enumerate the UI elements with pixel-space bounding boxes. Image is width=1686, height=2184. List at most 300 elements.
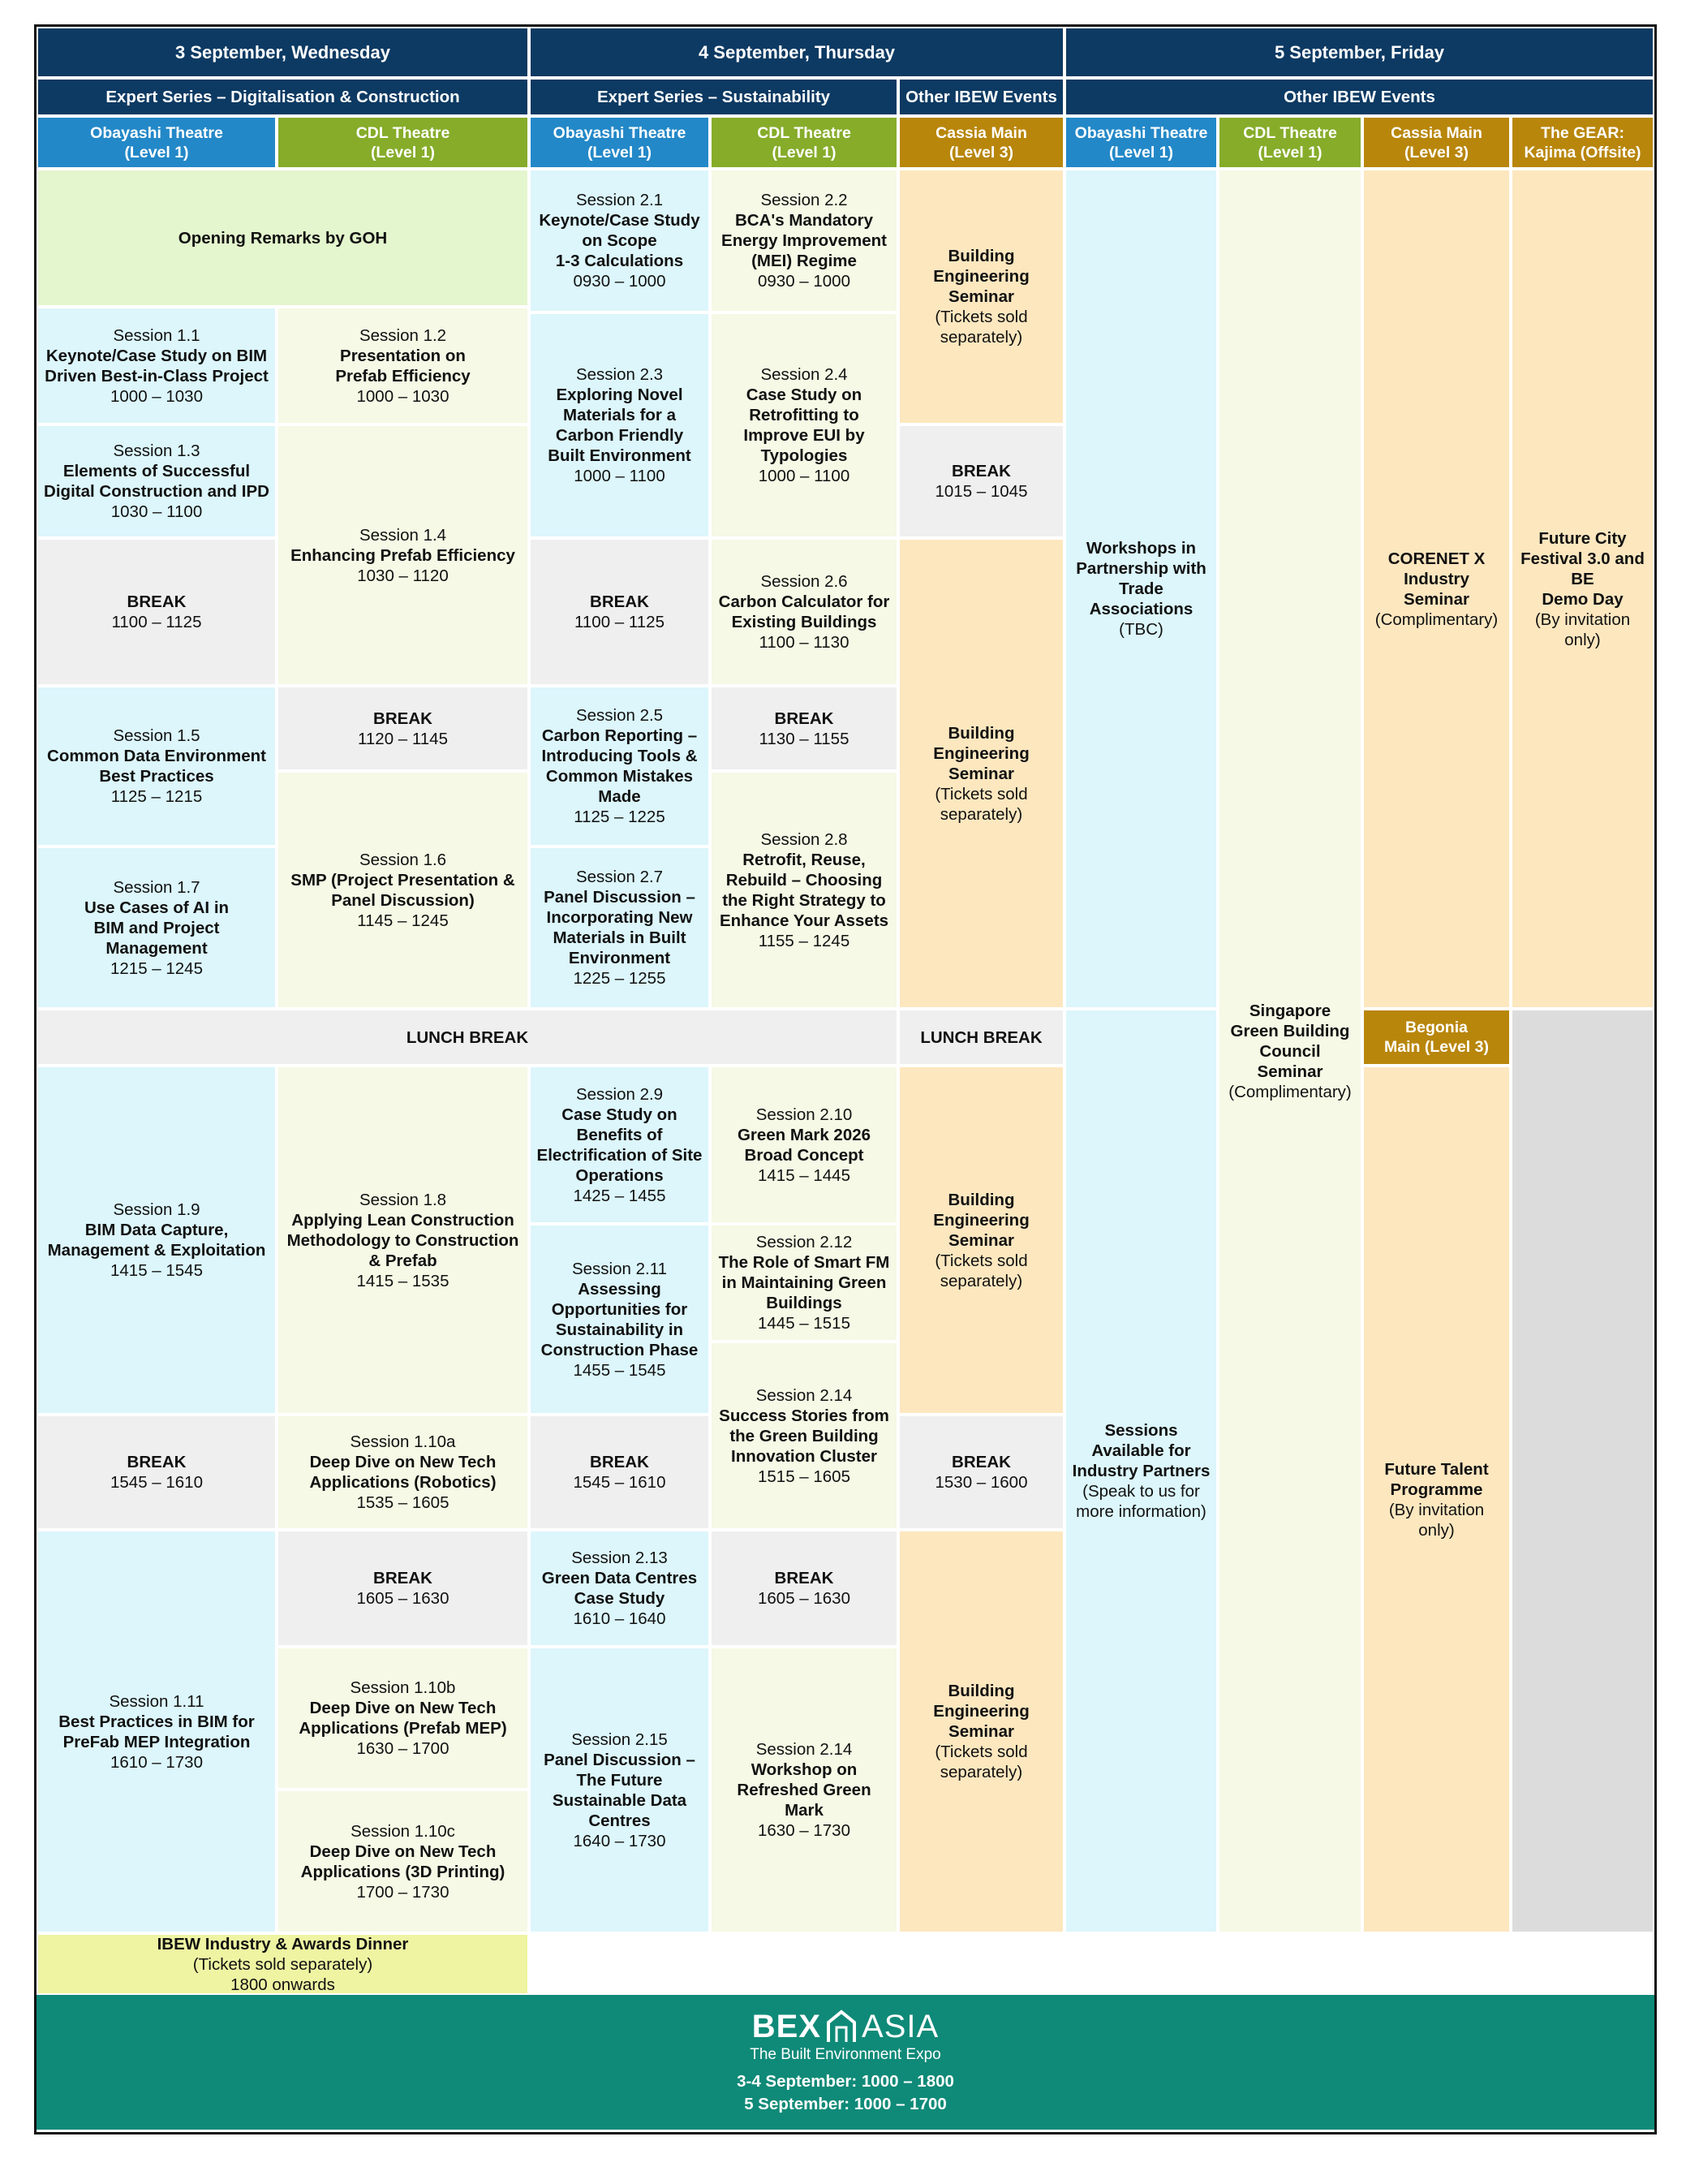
- session-title: Common Data Environment: [47, 747, 266, 765]
- venue-name: Obayashi Theatre: [553, 123, 686, 142]
- session-title: Best Practices: [99, 767, 214, 786]
- session-title: Sessions: [1104, 1421, 1178, 1440]
- venue-name: Begonia: [1405, 1019, 1468, 1036]
- session-time: 1610 – 1730: [110, 1752, 203, 1772]
- session-time: 1000 – 1100: [574, 467, 665, 485]
- session-number: Session 1.11: [109, 1691, 204, 1711]
- series-header-other-fri: [1066, 80, 1653, 114]
- schedule-table: [34, 24, 1657, 2134]
- session-title: Case Study on: [561, 1105, 677, 1124]
- session-title: Deep Dive on New Tech: [309, 1699, 497, 1717]
- venue-name: CDL Theatre: [757, 123, 851, 142]
- session-title: Panel Discussion): [331, 890, 475, 910]
- session-title: Environment: [568, 949, 671, 967]
- session-title: Opening Remarks by GOH: [178, 228, 388, 248]
- session-time: 1225 – 1255: [573, 969, 666, 988]
- session-2-15: [531, 1648, 708, 1932]
- session-number: Session 1.4: [359, 525, 447, 545]
- day-header-5-sep: [1066, 28, 1653, 76]
- session-2-3: [531, 314, 708, 536]
- session-time: 1000 – 1030: [110, 386, 203, 406]
- building-engineering-seminar-1: [900, 170, 1063, 423]
- venue-cdl-thu: [712, 118, 897, 167]
- session-time: 1030 – 1120: [357, 566, 449, 585]
- session-number: Session 2.9: [575, 1084, 664, 1104]
- venue-level: (Level 1): [587, 143, 652, 162]
- break-1605: [278, 1531, 527, 1645]
- venue-level: (Level 1): [370, 143, 436, 162]
- session-note: (Tickets sold: [935, 1251, 1028, 1270]
- session-title: the Green Building: [729, 1426, 879, 1445]
- session-time: 1630 – 1700: [356, 1739, 449, 1758]
- series-header-other-thu: [900, 80, 1063, 114]
- empty-cell: [1512, 1010, 1653, 1932]
- venue-name: Cassia Main: [1391, 123, 1482, 142]
- session-title: Existing Buildings: [731, 613, 877, 631]
- session-2-14-success: [712, 1343, 897, 1528]
- session-number: Session 2.12: [755, 1233, 853, 1251]
- session-title: Partnership with: [1076, 559, 1206, 578]
- session-title: Engineering: [933, 267, 1030, 286]
- session-note: separately): [940, 1271, 1023, 1290]
- session-title: Use Cases of AI in: [84, 898, 230, 917]
- session-title: Innovation Cluster: [731, 1446, 877, 1466]
- session-title: Seminar: [948, 1230, 1014, 1250]
- break-1100-thu: [531, 540, 708, 684]
- session-1-11: [38, 1531, 275, 1932]
- series-header-other-fri-label: Other IBEW Events: [1284, 88, 1435, 106]
- bex-asia-logo: [752, 2009, 939, 2044]
- session-time: 1535 – 1605: [356, 1493, 449, 1512]
- footer-banner: [37, 1995, 1654, 2130]
- session-1-1: [38, 308, 275, 423]
- session-time: 1015 – 1045: [935, 482, 1028, 501]
- session-time: 1125 – 1215: [110, 787, 203, 806]
- venue-level: (Level 1): [1258, 143, 1323, 162]
- session-time: 1415 – 1545: [110, 1261, 203, 1280]
- day-header-4-sep-label: 4 September, Thursday: [698, 42, 896, 62]
- session-1-3: [38, 426, 275, 536]
- session-title: Demo Day: [1542, 589, 1624, 609]
- session-note: (TBC): [1119, 620, 1163, 639]
- series-header-sustainability-label: Expert Series – Sustainability: [596, 88, 831, 106]
- session-title: Retrofitting to: [749, 406, 859, 424]
- session-title: Sustainable Data: [552, 1790, 687, 1810]
- logo-asia: ASIA: [862, 2009, 940, 2044]
- session-note: separately): [940, 1763, 1023, 1781]
- session-number: Session 2.6: [760, 572, 848, 591]
- session-title: BREAK: [774, 709, 834, 728]
- hours-5-sep: 5 September: 1000 – 1700: [744, 2095, 947, 2113]
- session-title: Prefab Efficiency: [335, 366, 471, 386]
- session-title: Introducing Tools &: [541, 747, 698, 765]
- session-time: 1700 – 1730: [356, 1882, 449, 1902]
- session-number: Session 1.6: [359, 850, 447, 869]
- session-time: 1100 – 1130: [759, 633, 849, 652]
- session-title: Festival 3.0 and: [1520, 549, 1645, 568]
- session-title: Centres: [588, 1811, 651, 1830]
- session-title: Materials for a: [563, 406, 676, 424]
- session-title: Seminar: [948, 287, 1014, 306]
- session-time: 1800 onwards: [230, 1975, 335, 1994]
- session-number: Session 2.10: [755, 1105, 853, 1124]
- session-time: 1000 – 1100: [758, 467, 850, 485]
- session-title: Green Mark 2026: [737, 1125, 871, 1144]
- session-1-5: [38, 687, 275, 845]
- session-title: Buildings: [766, 1294, 842, 1312]
- session-title: Associations: [1089, 600, 1194, 618]
- session-title: Best Practices in BIM for: [58, 1712, 255, 1731]
- session-title: BE: [1571, 569, 1594, 588]
- session-title: Enhancing Prefab Efficiency: [290, 545, 515, 565]
- future-talent-programme: [1364, 1067, 1509, 1932]
- corenet-x-seminar: [1364, 170, 1509, 1007]
- session-time: 1100 – 1125: [574, 613, 665, 631]
- session-title: Case Study: [574, 1589, 665, 1608]
- session-number: Session 2.7: [575, 868, 664, 886]
- session-title: Built Environment: [548, 446, 691, 465]
- session-2-6: [712, 540, 897, 684]
- session-time: 1130 – 1155: [759, 729, 849, 748]
- session-note: more information): [1076, 1502, 1206, 1521]
- venue-name: The GEAR:: [1541, 123, 1624, 142]
- session-time: 1100 – 1125: [111, 613, 202, 631]
- session-title: Mark: [785, 1801, 824, 1820]
- session-time: 1545 – 1610: [573, 1473, 666, 1492]
- session-title: Seminar: [1257, 1062, 1323, 1081]
- venue-name: Cassia Main: [935, 123, 1027, 142]
- session-title: Deep Dive on New Tech: [309, 1842, 497, 1861]
- session-title: PreFab MEP Integration: [62, 1732, 251, 1751]
- session-time: 1640 – 1730: [573, 1831, 666, 1850]
- venue-cdl-fri: [1219, 118, 1361, 167]
- session-note: (Tickets sold separately): [192, 1954, 373, 1974]
- session-title: Improve EUI by: [743, 426, 865, 445]
- session-2-7: [531, 848, 708, 1007]
- session-2-13: [531, 1531, 708, 1645]
- session-title: the Right Strategy to: [722, 890, 886, 910]
- session-time: 1610 – 1640: [573, 1609, 666, 1628]
- session-number: Session 2.8: [760, 829, 848, 849]
- session-title: Construction Phase: [540, 1340, 699, 1359]
- workshops-trade-associations: [1066, 170, 1216, 1007]
- session-number: Session 1.9: [113, 1200, 200, 1219]
- session-title: The Future: [576, 1770, 663, 1790]
- session-title: on Scope: [582, 231, 657, 250]
- session-title: BREAK: [952, 1453, 1011, 1471]
- session-2-2: [712, 170, 897, 311]
- session-title: Seminar: [948, 764, 1014, 783]
- session-number: Session 1.10c: [351, 1821, 455, 1841]
- session-title: Broad Concept: [744, 1145, 864, 1165]
- session-time: 1425 – 1455: [573, 1186, 666, 1205]
- session-title: Carbon Calculator for: [718, 592, 890, 611]
- session-title: Deep Dive on New Tech: [309, 1453, 497, 1471]
- break-1605-thu: [712, 1531, 897, 1645]
- day-header-5-sep-label: 5 September, Friday: [1274, 42, 1445, 62]
- session-2-12: [712, 1226, 897, 1340]
- session-title: Typologies: [760, 446, 848, 465]
- session-time: 1125 – 1225: [574, 808, 665, 826]
- session-number: Session 2.4: [760, 365, 848, 384]
- series-header-sustainability: [531, 80, 897, 114]
- building-engineering-seminar-2: [900, 540, 1063, 1007]
- session-number: Session 1.3: [113, 442, 200, 460]
- session-title: Building: [948, 1190, 1015, 1209]
- session-2-1: [531, 170, 708, 311]
- session-1-9: [38, 1067, 275, 1413]
- venue-begonia: [1364, 1010, 1509, 1064]
- venue-level: Kajima (Offsite): [1524, 143, 1641, 162]
- session-time: 1545 – 1610: [110, 1473, 203, 1492]
- break-1120: [278, 687, 527, 769]
- session-2-9: [531, 1067, 708, 1222]
- session-title: Presentation on: [340, 346, 466, 365]
- session-title: in Maintaining Green: [721, 1273, 887, 1292]
- sgbc-seminar: [1219, 170, 1361, 1932]
- session-title: Green Data Centres: [541, 1569, 698, 1587]
- session-note: (Tickets sold: [935, 784, 1028, 803]
- logo-bex: BEX: [751, 2009, 822, 2044]
- session-title: Energy Improvement: [721, 231, 887, 250]
- session-title: Building: [948, 247, 1015, 265]
- venue-cdl-wed: [278, 118, 527, 167]
- venue-level: (Level 1): [1108, 143, 1174, 162]
- session-2-4: [712, 314, 897, 536]
- break-1100: [38, 540, 275, 684]
- session-time: 1455 – 1545: [573, 1360, 666, 1380]
- session-number: Session 2.14: [755, 1385, 853, 1405]
- day-header-3-sep: [38, 28, 527, 76]
- session-title: Methodology to Construction: [286, 1230, 519, 1250]
- session-number: Session 1.10a: [350, 1432, 456, 1451]
- session-title: Keynote/Case Study: [539, 211, 700, 230]
- awards-dinner: [38, 1935, 527, 1993]
- session-title: CORENET X: [1387, 549, 1486, 568]
- session-time: 1530 – 1600: [935, 1473, 1028, 1492]
- venue-gear-fri: [1512, 118, 1653, 167]
- session-number: Session 2.11: [571, 1259, 667, 1278]
- series-header-digitalisation-label: Expert Series – Digitalisation & Construction: [105, 88, 460, 106]
- session-title: Industry Seminar: [1404, 569, 1469, 609]
- session-title: Exploring Novel: [556, 386, 683, 404]
- session-title: Applications (3D Printing): [300, 1862, 505, 1881]
- venue-level: (Level 1): [772, 143, 837, 162]
- venue-level: (Level 3): [1404, 143, 1469, 162]
- venue-name: Obayashi Theatre: [90, 123, 223, 142]
- venue-level: (Level 3): [948, 143, 1014, 162]
- industry-partner-sessions: [1066, 1010, 1216, 1932]
- session-number: Session 1.10b: [350, 1678, 456, 1697]
- hours-3-4-sep: 3-4 September: 1000 – 1800: [737, 2072, 954, 2091]
- session-title: Singapore: [1249, 1001, 1331, 1020]
- session-title: BREAK: [590, 1453, 649, 1471]
- session-number: Session 1.8: [359, 1190, 447, 1209]
- session-title: Workshops in: [1086, 539, 1197, 558]
- session-title: BREAK: [373, 709, 432, 728]
- session-time: 1145 – 1245: [357, 911, 449, 930]
- session-title: Engineering: [933, 1702, 1030, 1721]
- session-title: Seminar: [948, 1722, 1014, 1741]
- session-2-11: [531, 1226, 708, 1413]
- session-title: Panel Discussion –: [544, 1750, 695, 1769]
- break-1530: [900, 1416, 1063, 1528]
- session-title: Management: [105, 938, 208, 958]
- session-title: Enhance Your Assets: [719, 911, 889, 930]
- session-title: Building: [948, 723, 1015, 743]
- session-title: Workshop on: [751, 1760, 858, 1779]
- session-title: Building: [948, 1682, 1015, 1700]
- session-title: Electrification of Site: [536, 1145, 703, 1165]
- session-time: 1515 – 1605: [757, 1467, 850, 1486]
- venue-name: CDL Theatre: [355, 123, 450, 142]
- future-city-festival: [1512, 170, 1653, 1007]
- session-title: Case Study on: [746, 386, 862, 404]
- day-header-4-sep: [531, 28, 1063, 76]
- session-time: 1445 – 1515: [757, 1314, 850, 1333]
- session-title: Applications (Robotics): [309, 1473, 497, 1492]
- session-title: 1-3 Calculations: [555, 252, 684, 270]
- lunch-break-cassia: [900, 1010, 1063, 1064]
- session-time: 0930 – 1000: [757, 272, 850, 291]
- session-title: (MEI) Regime: [751, 252, 857, 270]
- session-number: Session 1.2: [359, 325, 447, 345]
- session-title: LUNCH BREAK: [920, 1027, 1043, 1047]
- session-note: (Speak to us for: [1082, 1482, 1200, 1501]
- session-title: Incorporating New: [546, 908, 693, 927]
- house-icon: [826, 2010, 857, 2044]
- session-time: 1605 – 1630: [757, 1589, 850, 1608]
- session-title: Trade: [1119, 579, 1163, 598]
- session-title: Sustainability in: [555, 1320, 684, 1339]
- session-note: (By invitation only): [1388, 1500, 1485, 1540]
- session-title: Retrofit, Reuse,: [742, 850, 866, 869]
- session-2-14-workshop: [712, 1648, 897, 1932]
- session-time: 1155 – 1245: [758, 931, 850, 950]
- session-title: BIM and Project: [93, 918, 220, 937]
- session-note: (Complimentary): [1228, 1082, 1352, 1101]
- session-title: BREAK: [127, 592, 187, 611]
- session-number: Session 2.2: [760, 191, 848, 209]
- session-time: 1215 – 1245: [110, 958, 203, 978]
- session-title: Carbon Friendly: [555, 426, 684, 445]
- session-title: Rebuild – Choosing: [725, 870, 883, 890]
- session-number: Session 1.5: [113, 726, 200, 745]
- break-1545-thu: [531, 1416, 708, 1528]
- session-number: Session 1.7: [113, 877, 200, 897]
- venue-level: Main (Level 3): [1384, 1038, 1489, 1056]
- session-title: Materials in Built: [553, 928, 686, 947]
- session-title: Industry Partners: [1072, 1462, 1211, 1480]
- session-title: Elements of Successful: [62, 462, 251, 480]
- session-title: LUNCH BREAK: [406, 1027, 529, 1047]
- building-engineering-seminar-4: [900, 1531, 1063, 1932]
- session-title: Assessing: [578, 1279, 661, 1299]
- session-1-2: [278, 308, 527, 423]
- session-time: 1415 – 1445: [757, 1165, 850, 1185]
- session-1-4: [278, 426, 527, 684]
- venue-level: (Level 1): [124, 143, 189, 162]
- session-title: Future City: [1538, 528, 1627, 548]
- session-1-7: [38, 848, 275, 1007]
- session-title: BREAK: [952, 462, 1011, 480]
- day-header-3-sep-label: 3 September, Wednesday: [175, 42, 390, 62]
- lunch-break-main: [38, 1010, 897, 1064]
- session-title: Refreshed Green: [737, 1781, 871, 1799]
- session-number: Session 2.15: [571, 1730, 668, 1749]
- session-number: Session 2.1: [575, 191, 664, 209]
- session-title: Panel Discussion –: [544, 888, 695, 907]
- session-time: 1415 – 1535: [356, 1271, 449, 1290]
- session-note: separately): [940, 804, 1023, 824]
- session-title: BREAK: [590, 592, 649, 611]
- session-title: Common Mistakes: [545, 767, 694, 786]
- session-title: Operations: [575, 1165, 664, 1185]
- break-1015: [900, 426, 1063, 536]
- session-title: BCA's Mandatory: [734, 211, 874, 230]
- session-title: Made: [598, 787, 641, 806]
- session-time: 1120 – 1145: [358, 729, 448, 748]
- session-title: BREAK: [373, 1569, 432, 1587]
- session-title: IBEW Industry & Awards Dinner: [157, 1934, 409, 1954]
- venue-obayashi-fri: [1066, 118, 1216, 167]
- session-time: 0930 – 1000: [573, 272, 666, 291]
- session-title: Council: [1259, 1041, 1321, 1061]
- tagline: The Built Environment Expo: [750, 2046, 941, 2063]
- session-title: Applications (Prefab MEP): [299, 1719, 507, 1738]
- session-title: Future Talent: [1384, 1459, 1489, 1479]
- session-title: Opportunities for: [551, 1299, 688, 1319]
- opening-remarks: [38, 170, 527, 305]
- break-1130: [712, 687, 897, 769]
- series-header-digitalisation: [38, 80, 527, 114]
- session-title: Digital Construction and IPD: [44, 482, 269, 501]
- session-number: Session 1.1: [113, 325, 200, 345]
- venue-cassia-fri: [1364, 118, 1509, 167]
- session-note: (By invitation only): [1534, 610, 1631, 649]
- session-1-10b: [278, 1648, 527, 1788]
- venue-cassia-thu: [900, 118, 1063, 167]
- session-title: Engineering: [933, 1210, 1030, 1230]
- session-number: Session 2.5: [575, 706, 664, 725]
- session-time: 1605 – 1630: [356, 1589, 449, 1608]
- session-title: Management & Exploitation: [47, 1241, 266, 1260]
- session-2-8: [712, 773, 897, 1007]
- session-2-5: [531, 687, 708, 845]
- session-1-10a: [278, 1416, 527, 1528]
- session-title: BIM Data Capture,: [84, 1221, 229, 1239]
- venue-name: Obayashi Theatre: [1074, 123, 1208, 142]
- building-engineering-seminar-3: [900, 1067, 1063, 1413]
- session-time: 1030 – 1100: [110, 502, 203, 521]
- session-note: (Complimentary): [1374, 610, 1499, 629]
- session-time: 1000 – 1030: [356, 386, 449, 406]
- session-title: Applying Lean Construction: [291, 1210, 514, 1230]
- session-1-6: [278, 773, 527, 1007]
- session-note: (Tickets sold: [935, 1742, 1028, 1761]
- session-title: BREAK: [127, 1453, 187, 1471]
- session-title: SMP (Project Presentation &: [290, 870, 515, 890]
- session-number: Session 2.14: [755, 1740, 853, 1759]
- venue-obayashi-thu: [531, 118, 708, 167]
- session-title: Benefits of: [576, 1125, 663, 1144]
- venue-name: CDL Theatre: [1243, 123, 1337, 142]
- session-title: Carbon Reporting –: [541, 726, 698, 745]
- session-title: Success Stories from: [719, 1406, 889, 1425]
- session-title: Green Building: [1230, 1021, 1350, 1040]
- session-2-10: [712, 1067, 897, 1222]
- session-time: 1630 – 1730: [757, 1821, 850, 1840]
